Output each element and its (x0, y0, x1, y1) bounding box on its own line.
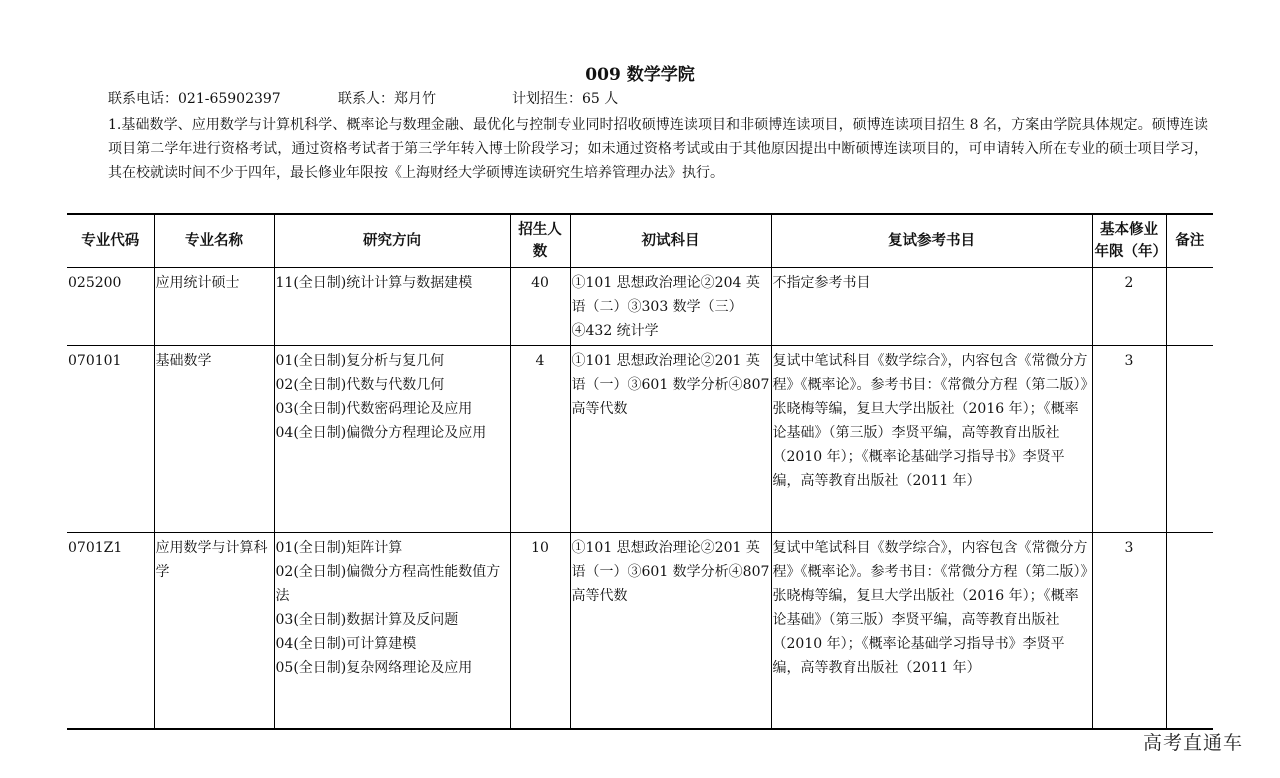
cell-books: 复试中笔试科目《数学综合》，内容包含《常微分方程》《概率论》。参考书目：《常微分方程（第二版）》张晓梅等编，复旦大学出版社（2016 年）；《概率论基础》（第三版）李贤平编，高等教育出版社（2010 年）；《概率论基础学习指导书》李贤平编，高等教育出版社（2011 年） (771, 533, 1092, 729)
cell-quota: 4 (510, 346, 570, 533)
cell-name: 应用数学与计算科学 (154, 533, 274, 729)
cell-books: 不指定参考书目 (771, 268, 1092, 346)
table-row (67, 346, 1213, 533)
cell-exam: ①101 思想政治理论②201 英语（一）③601 数学分析④807 高等代数 (570, 533, 771, 729)
cell-code: 070101 (68, 353, 122, 369)
header-books: 复试参考书目 (771, 214, 1092, 268)
header-exam: 初试科目 (570, 214, 771, 268)
cell-code: 025200 (68, 275, 122, 291)
program-table (67, 213, 1213, 730)
cell-remark (1166, 346, 1213, 533)
watermark-text: 高考直通车 (1143, 732, 1244, 754)
cell-years: 3 (1092, 533, 1166, 729)
page-title: 009 数学学院 (585, 65, 695, 85)
header-name: 专业名称 (154, 214, 274, 268)
cell-years: 3 (1092, 346, 1166, 533)
cell-remark (1166, 268, 1213, 346)
cell-books: 复试中笔试科目《数学综合》，内容包含《常微分方程》《概率论》。参考书目：《常微分方程（第二版）》张晓梅等编，复旦大学出版社（2016 年）；《概率论基础》（第三版）李贤平编，高等教育出版社（2010 年）；《概率论基础学习指导书》李贤平编，高等教育出版社（2011 年） (771, 346, 1092, 533)
enrollment-plan: 计划招生：65 人 (512, 91, 619, 107)
cell-direction (274, 346, 510, 533)
cell-direction (274, 533, 510, 729)
header-quota: 招生人数 (510, 214, 570, 268)
direction-item: 04(全日制)偏微分方程理论及应用 (275, 425, 487, 441)
cell-exam: ①101 思想政治理论②201 英语（一）③601 数学分析④807 高等代数 (570, 346, 771, 533)
cell-quota: 10 (510, 533, 570, 729)
direction-item: 01(全日制)复分析与复几何 (275, 353, 445, 369)
cell-code: 0701Z1 (68, 540, 123, 556)
header-remark: 备注 (1166, 214, 1213, 268)
contact-person: 联系人：郑月竹 (338, 91, 436, 107)
direction-item: 01(全日制)矩阵计算 (275, 540, 403, 556)
cell-name: 基础数学 (154, 346, 274, 533)
direction-item: 11(全日制)统计计算与数据建模 (275, 275, 473, 291)
table-row (67, 268, 1213, 346)
direction-item: 03(全日制)代数密码理论及应用 (275, 401, 473, 417)
cell-years: 2 (1092, 268, 1166, 346)
header-code: 专业代码 (81, 232, 140, 249)
header-years: 基本修业年限（年） (1092, 214, 1166, 268)
direction-item: 03(全日制)数据计算及反问题 (275, 612, 459, 628)
header-direction: 研究方向 (274, 214, 510, 268)
contact-line (108, 88, 618, 108)
direction-item: 04(全日制)可计算建模 (275, 636, 417, 652)
table-header-row (67, 214, 1213, 268)
direction-item: 05(全日制)复杂网络理论及应用 (275, 660, 473, 676)
program-note: 1.基础数学、应用数学与计算机科学、概率论与数理金融、最优化与控制专业同时招收硕博连读项目和非硕博连读项目，硕博连读项目招生 8 名，方案由学院具体规定。硕博连读项目第二学年进行资格考试，通过资格考试者于第三学年转入博士阶段学习；如未通过资格考试或由于其他原因提出中断硕博连读项目的，可申请转入所在专业的硕士项目学习，其在校就读时间不少于四年，最长修业年限按《上海财经大学硕博连读研究生培养管理办法》执行。 (108, 117, 1208, 181)
table-row (67, 533, 1213, 729)
cell-direction (274, 268, 510, 346)
cell-remark (1166, 533, 1213, 729)
direction-item: 02(全日制)偏微分方程高性能数值方法 (275, 564, 501, 604)
contact-phone: 联系电话：021-65902397 (108, 91, 281, 107)
direction-item: 02(全日制)代数与代数几何 (275, 377, 445, 393)
cell-quota: 40 (510, 268, 570, 346)
cell-name: 应用统计硕士 (154, 268, 274, 346)
cell-exam: ①101 思想政治理论②204 英语（二）③303 数学（三）④432 统计学 (570, 268, 771, 346)
